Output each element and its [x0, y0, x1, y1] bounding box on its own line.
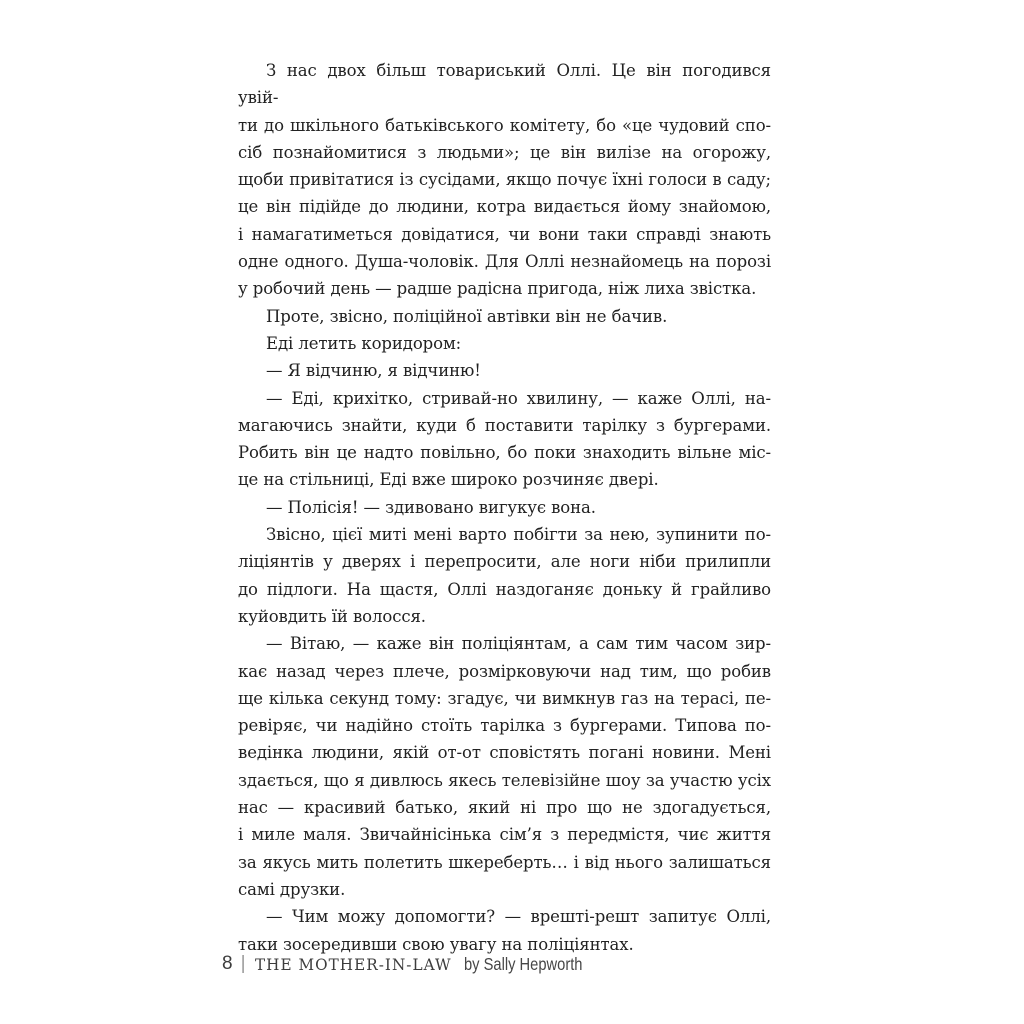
- text-line: самі друзки.: [238, 879, 346, 899]
- text-line: — Чим можу допомогти? — врешті-решт запитує Оллі,: [266, 907, 771, 927]
- text-line: і миле маля. Звичайнісінька сім’я з передмістя, чиє життя: [238, 825, 771, 845]
- text-line: Еді летить коридором:: [266, 333, 462, 353]
- text-line: ведінка людини, якій от-от сповістять погані новини. Мені: [238, 743, 771, 763]
- text-line: це він підійде до людини, котра видається йому знайомою,: [238, 197, 771, 217]
- text-line: сіб познайомитися з людьми»; це він вилізе на огорожу,: [238, 142, 771, 162]
- text-line: за якусь мить полетить шкереберть… і від нього залишаться: [238, 852, 771, 872]
- text-line: магаючись знайти, куди б поставити тарілку з бургерами.: [238, 415, 771, 435]
- text-line: одне одного. Душа-чоловік. Для Оллі незнайомець на порозі: [238, 252, 771, 272]
- text-line: ти до шкільного батьківського комітету, бо «це чудовий спо-: [238, 115, 771, 135]
- text-line: це на стільниці, Еді вже широко розчиняє двері.: [238, 470, 659, 490]
- text-line: щоби привітатися із сусідами, якщо почує їхні голоси в саду;: [238, 170, 771, 190]
- paragraph: [238, 330, 771, 357]
- text-line: ревіряє, чи надійно стоїть тарілка з бургерами. Типова по-: [238, 716, 771, 736]
- paragraph: [238, 494, 771, 521]
- text-line: — Еді, крихітко, стривай-но хвилину, — каже Оллі, на-: [266, 388, 771, 408]
- page-number: 8: [222, 953, 233, 974]
- author-credit: by Sally Hepworth: [463, 953, 583, 974]
- body-text: [238, 57, 771, 958]
- paragraph: [238, 57, 771, 303]
- text-line: — Я відчиню, я відчиню!: [266, 361, 481, 381]
- text-line: Проте, звісно, поліційної автівки він не бачив.: [266, 306, 668, 326]
- paragraph: [238, 385, 771, 494]
- book-title: THE MOTHER-IN-LAW: [254, 954, 452, 974]
- page-footer: [222, 951, 605, 977]
- footer-divider: |: [240, 953, 246, 974]
- paragraph: [238, 357, 771, 384]
- text-line: у робочий день — радше радісна пригода, ніж лиха звістка.: [238, 279, 757, 299]
- text-line: ще кілька секунд тому: згадує, чи вимкнув газ на терасі, пе-: [238, 688, 771, 708]
- paragraph: [238, 630, 771, 903]
- text-line: до підлоги. На щастя, Оллі наздоганяє доньку й грайливо: [238, 579, 771, 599]
- paragraph: [238, 521, 771, 630]
- text-line: Робить він це надто повільно, бо поки знаходить вільне міс-: [238, 443, 771, 463]
- text-line: — Вітаю, — каже він поліціянтам, а сам тим часом зир-: [266, 634, 771, 654]
- text-line: таки зосередивши свою увагу на поліціянтах.: [238, 934, 634, 954]
- text-line: нас — красивий батько, який ні про що не здогадується,: [238, 798, 771, 818]
- text-line: здається, що я дивлюсь якесь телевізійне шоу за участю усіх: [238, 770, 771, 790]
- text-line: куйовдить їй волосся.: [238, 606, 426, 626]
- text-line: ліціянтів у дверях і перепросити, але ноги ніби прилипли: [238, 552, 771, 572]
- text-line: кає назад через плече, розмірковуючи над тим, що робив: [238, 661, 771, 681]
- text-line: — Полісія! — здивовано вигукує вона.: [266, 497, 596, 517]
- text-line: і намагатиметься довідатися, чи вони таки справді знають: [238, 224, 771, 244]
- text-line: Звісно, цієї миті мені варто побігти за нею, зупинити по-: [266, 525, 771, 545]
- paragraph: [238, 903, 771, 958]
- text-line: З нас двох більш товариський Оллі. Це він погодився увій-: [238, 61, 771, 108]
- paragraph: [238, 303, 771, 330]
